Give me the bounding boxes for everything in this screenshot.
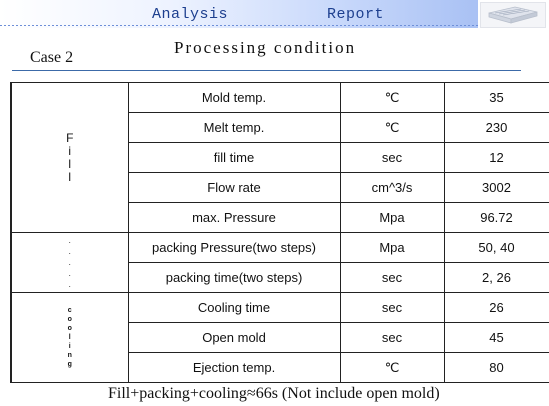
group-letter: . (68, 280, 71, 289)
param-name: packing time(two steps) (128, 263, 340, 293)
param-name: Melt temp. (128, 113, 340, 143)
section-subtitle: Processing condition (174, 38, 357, 57)
param-unit: Mpa (340, 203, 444, 233)
param-value: 3002 (444, 173, 549, 203)
group-letter: g (67, 361, 72, 368)
param-value: 230 (444, 113, 549, 143)
param-name: fill time (128, 143, 340, 173)
group-letter: l (68, 169, 72, 184)
param-unit: sec (340, 323, 444, 353)
param-value: 80 (444, 353, 549, 383)
param-name: Mold temp. (128, 83, 340, 113)
param-unit: ℃ (340, 353, 444, 383)
group-letter: F (66, 130, 74, 145)
param-unit: sec (340, 263, 444, 293)
cycle-time-summary: Fill+packing+cooling≈66s (Not include open mold) (108, 385, 440, 402)
param-name: packing Pressure(two steps) (128, 233, 340, 263)
processing-condition-table (10, 82, 549, 383)
header-band (0, 0, 478, 28)
param-value: 50, 40 (444, 233, 549, 263)
group-letter: i (68, 143, 72, 158)
param-value: 45 (444, 323, 549, 353)
group-label-fill (11, 83, 128, 233)
param-name: Cooling time (128, 293, 340, 323)
param-name: max. Pressure (128, 203, 340, 233)
group-letter: . (68, 236, 71, 245)
param-name: Flow rate (128, 173, 340, 203)
param-unit: ℃ (340, 113, 444, 143)
group-label-cooling (11, 293, 128, 383)
param-unit: sec (340, 143, 444, 173)
group-letter: l (68, 334, 71, 341)
divider-line (12, 70, 521, 71)
mold-logo-icon (481, 3, 545, 27)
param-value: 12 (444, 143, 549, 173)
param-unit: ℃ (340, 83, 444, 113)
header-title-analysis: Analysis (152, 6, 229, 23)
param-value: 2, 26 (444, 263, 549, 293)
param-unit: sec (340, 293, 444, 323)
header-title-report: Report (327, 6, 385, 23)
group-letter: o (67, 316, 72, 323)
param-name: Ejection temp. (128, 353, 340, 383)
group-letter: n (67, 352, 72, 359)
param-value: 26 (444, 293, 549, 323)
param-value: 35 (444, 83, 549, 113)
param-value: 96.72 (444, 203, 549, 233)
group-letter: . (68, 258, 71, 267)
param-name: Open mold (128, 323, 340, 353)
table-row (11, 233, 549, 263)
param-unit: Mpa (340, 233, 444, 263)
case-label: Case 2 (30, 49, 74, 66)
logo-image (480, 2, 546, 28)
table-row (11, 293, 549, 323)
group-letter: . (68, 247, 71, 256)
group-letter: . (68, 269, 71, 278)
group-letter: c (67, 307, 72, 314)
param-unit: cm^3/s (340, 173, 444, 203)
group-letter: o (67, 325, 72, 332)
table-row (11, 83, 549, 113)
group-letter: i (68, 343, 71, 350)
group-letter: l (68, 156, 72, 171)
group-label-packing (11, 233, 128, 293)
